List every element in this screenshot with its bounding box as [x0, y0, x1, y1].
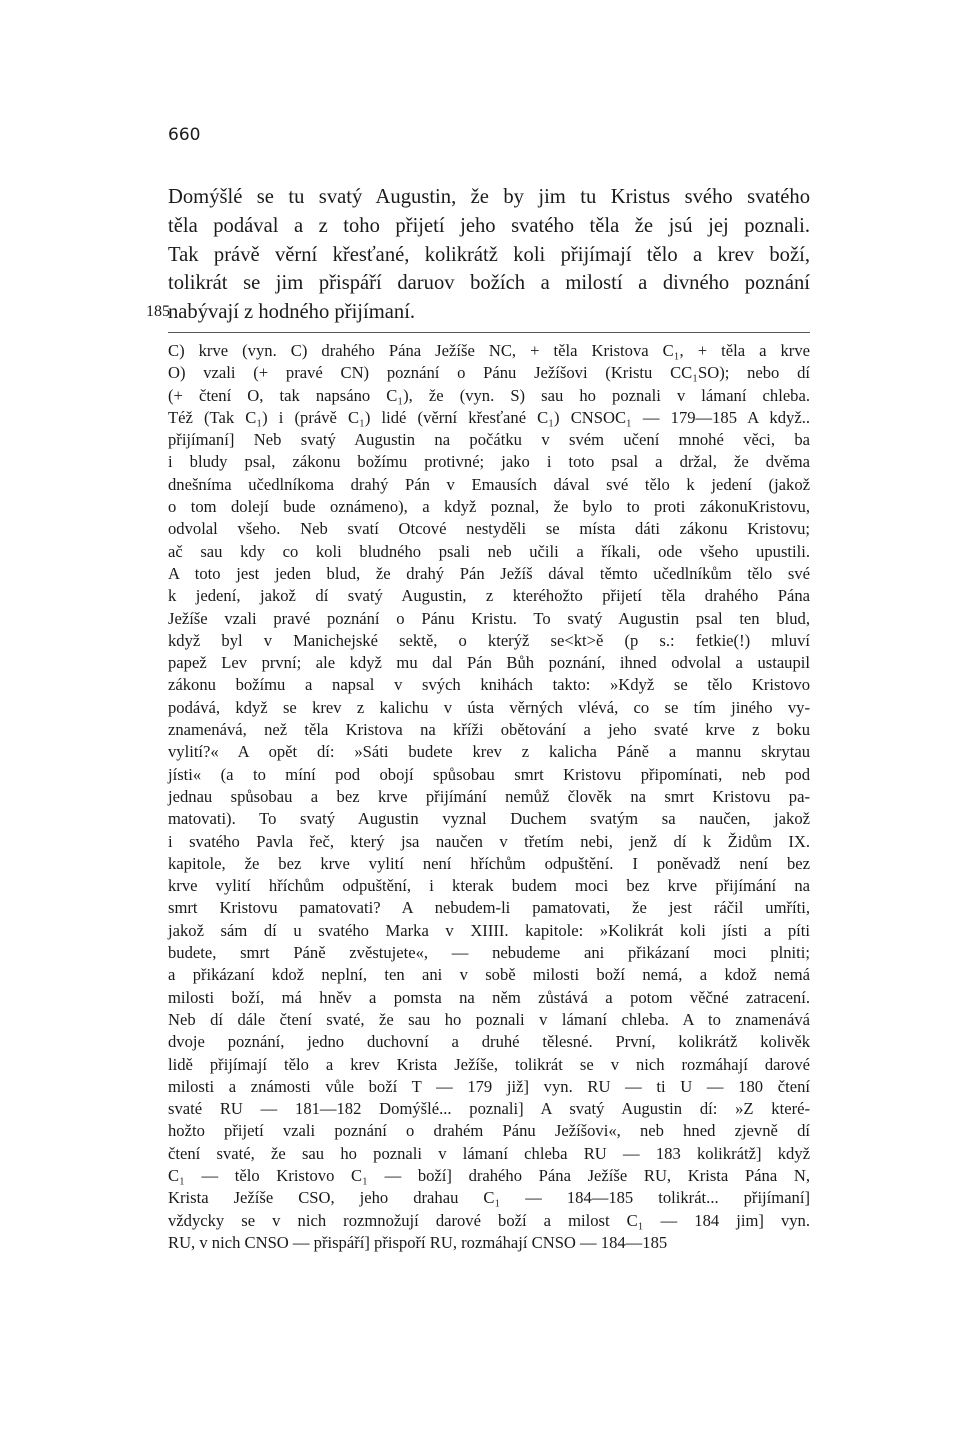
- apparatus-line: Krista Ježíše CSO, jeho drahau C₁ — 184—185 tolikrát... přijímaní]: [168, 1188, 810, 1208]
- apparatus-line: A toto jest jeden blud, že drahý Pán Ježíš dával těmto učedlníkům tělo své: [168, 563, 810, 583]
- apparatus-line: C) krve (vyn. C) drahého Pána Ježíše NC, + těla Kristova C₁, + těla a krve: [168, 341, 810, 360]
- apparatus-line: hožto přijetí vzali poznání o drahém Pánu Ježíšovi«, neb hned zjevně dí: [168, 1121, 810, 1141]
- main-text-line-content: nabývají z hodného přijímaní.: [168, 301, 416, 324]
- apparatus-line: krve vylití hříchům odpuštění, i kterak budem moci bez krve přijímání na: [168, 876, 810, 896]
- apparatus-line: znamenává, než těla Kristova na kříži obětování a jeho svaté krve z boku: [168, 720, 810, 740]
- apparatus-line: jednau spůsobau a bez krve přijímání nemůž člověk na smrt Kristovu pa-: [168, 786, 810, 806]
- apparatus-line: Neb dí dále čtení svaté, že sau ho poznali v lámaní chleba. A to znamenává: [168, 1009, 810, 1029]
- apparatus-line: čtení svaté, že sau ho poznali v lámaní chleba RU — 183 kolikrátž] když: [168, 1143, 810, 1163]
- apparatus-line: Též (Tak C₁) i (právě C₁) lidé (věrní křesťané C₁) CNSOC₁ — 179—185 A když..: [168, 407, 810, 427]
- apparatus-line: RU, v nich CNSO — přispáří] přispoří RU, rozmáhají CNSO — 184—185: [168, 1232, 668, 1252]
- apparatus-line: smrt Kristovu pamatovati? A nebudem-li pamatovati, že jest ráčil umříti,: [168, 898, 810, 918]
- apparatus-line: zákonu božímu a napsal v svých knihách takto: »Když se tělo Kristovo: [168, 675, 810, 695]
- apparatus-line: odvolal všeho. Neb svatí Otcové nestyděli se místa dáti zákonu Kristovu;: [168, 519, 810, 539]
- apparatus-line: i bludy psal, zákonu božímu protivné; jako i toto psal a držal, že dvěma: [168, 452, 810, 472]
- critical-apparatus: [168, 340, 810, 1254]
- apparatus-line: o tom dolejí bude oznámeno), a když poznal, že bylo to proti zákonuKristovu,: [168, 497, 810, 517]
- apparatus-line: svaté RU — 181—182 Domýšlé... poznali] A svatý Augustin dí: »Z které-: [168, 1099, 810, 1119]
- apparatus-line: vždycky se v nich rozmnožují darové boží a milost C₁ — 184 jim] vyn.: [168, 1210, 810, 1230]
- main-text-line: tolikrát se jim přispáří daruov božích a milostí a divného poznání: [168, 272, 810, 295]
- apparatus-line: i svatého Pavla řeč, který jsa naučen v třetím nebi, jenž dí k Židům IX.: [168, 831, 810, 851]
- apparatus-line: papež Lev první; ale když mu dal Pán Bůh poznání, ihned odvolal a ustaupil: [168, 653, 810, 673]
- main-text-line: těla podával a z toho přijetí jeho svatého těla že jsú jej poznali.: [168, 214, 810, 237]
- footnote-separator: [168, 332, 810, 333]
- page-number: 660: [168, 125, 201, 145]
- apparatus-line: vylití?« A opět dí: »Sáti budete krev z kalicha Páně a mannu skrytau: [168, 742, 810, 762]
- apparatus-line: Ježíše vzali pravé poznání o Pánu Kristu. To svatý Augustin psal ten blud,: [168, 608, 810, 628]
- apparatus-line: když byl v Manichejské sektě, o kterýž se<kt>ě (p s.: fetkie(!) mluví: [168, 630, 810, 650]
- main-text-line-last: [146, 298, 810, 327]
- apparatus-line: milosti boží, má hněv a pomsta na něm zůstává a potom věčné zatracení.: [168, 987, 810, 1007]
- apparatus-line: budete, smrt Páně zvěstujete«, — nebudeme ani přikázaní moci plniti;: [168, 943, 810, 963]
- apparatus-line: podává, když se krev z kalichu v ústa věrných vlévá, co se tím jiného vy-: [168, 697, 810, 717]
- apparatus-line: k jedení, jakož dí svatý Augustin, z kteréhožto přijetí těla drahého Pána: [168, 586, 810, 606]
- apparatus-line: jakož sám dí u svatého Marka v XIIII. kapitole: »Kolikrát koli jísti a píti: [168, 920, 810, 940]
- apparatus-line: matovati). To svatý Augustin vyznal Duchem svatým sa naučen, jakož: [168, 809, 810, 829]
- apparatus-line: dnešníma učedlníkoma drahý Pán v Emausích dával své tělo k jedení (jakož: [168, 474, 810, 494]
- apparatus-line: kapitole, že bez krve vylití není hříchům odpuštění. I poněvadž není bez: [168, 853, 810, 873]
- apparatus-line: přijímaní] Neb svatý Augustin na počátku v svém učení mnohé věci, ba: [168, 430, 810, 450]
- apparatus-line: C₁ — tělo Kristovo C₁ — boží] drahého Pána Ježíše RU, Krista Pána N,: [168, 1165, 810, 1185]
- apparatus-line: dvoje poznání, jedno duchovní a druhé tělesné. První, kolikrátž kolivěk: [168, 1032, 810, 1052]
- main-text: [146, 183, 810, 327]
- apparatus-line: lidě přijímají tělo a krev Krista Ježíše, tolikrát se v nich rozmáhají darové: [168, 1054, 810, 1074]
- apparatus-line: milosti a známosti vůle boží T — 179 již] vyn. RU — ti U — 180 čtení: [168, 1076, 810, 1096]
- line-number-marker: 185: [146, 303, 170, 321]
- apparatus-line: (+ čtení O, tak napsáno C₁), že (vyn. S) sau ho poznali v lámaní chleba.: [168, 385, 810, 405]
- apparatus-line: jísti« (a to míní pod obojí spůsobau smrt Kristovu připomínati, neb pod: [168, 764, 810, 784]
- apparatus-line: a přikázaní kdož neplní, ten ani v sobě milosti boží nemá, a kdož nemá: [168, 965, 810, 985]
- main-text-line: Domýšlé se tu svatý Augustin, že by jim tu Kristus svého svatého: [168, 186, 810, 208]
- main-text-line: Tak právě věrní křesťané, kolikrátž koli přijímají tělo a krev boží,: [168, 243, 810, 266]
- apparatus-line: ač sau kdy co koli bludného psali neb učili a říkali, ode všeho upustili.: [168, 541, 810, 561]
- apparatus-line: O) vzali (+ pravé CN) poznání o Pánu Ježíšovi (Kristu CC₁SO); nebo dí: [168, 363, 810, 383]
